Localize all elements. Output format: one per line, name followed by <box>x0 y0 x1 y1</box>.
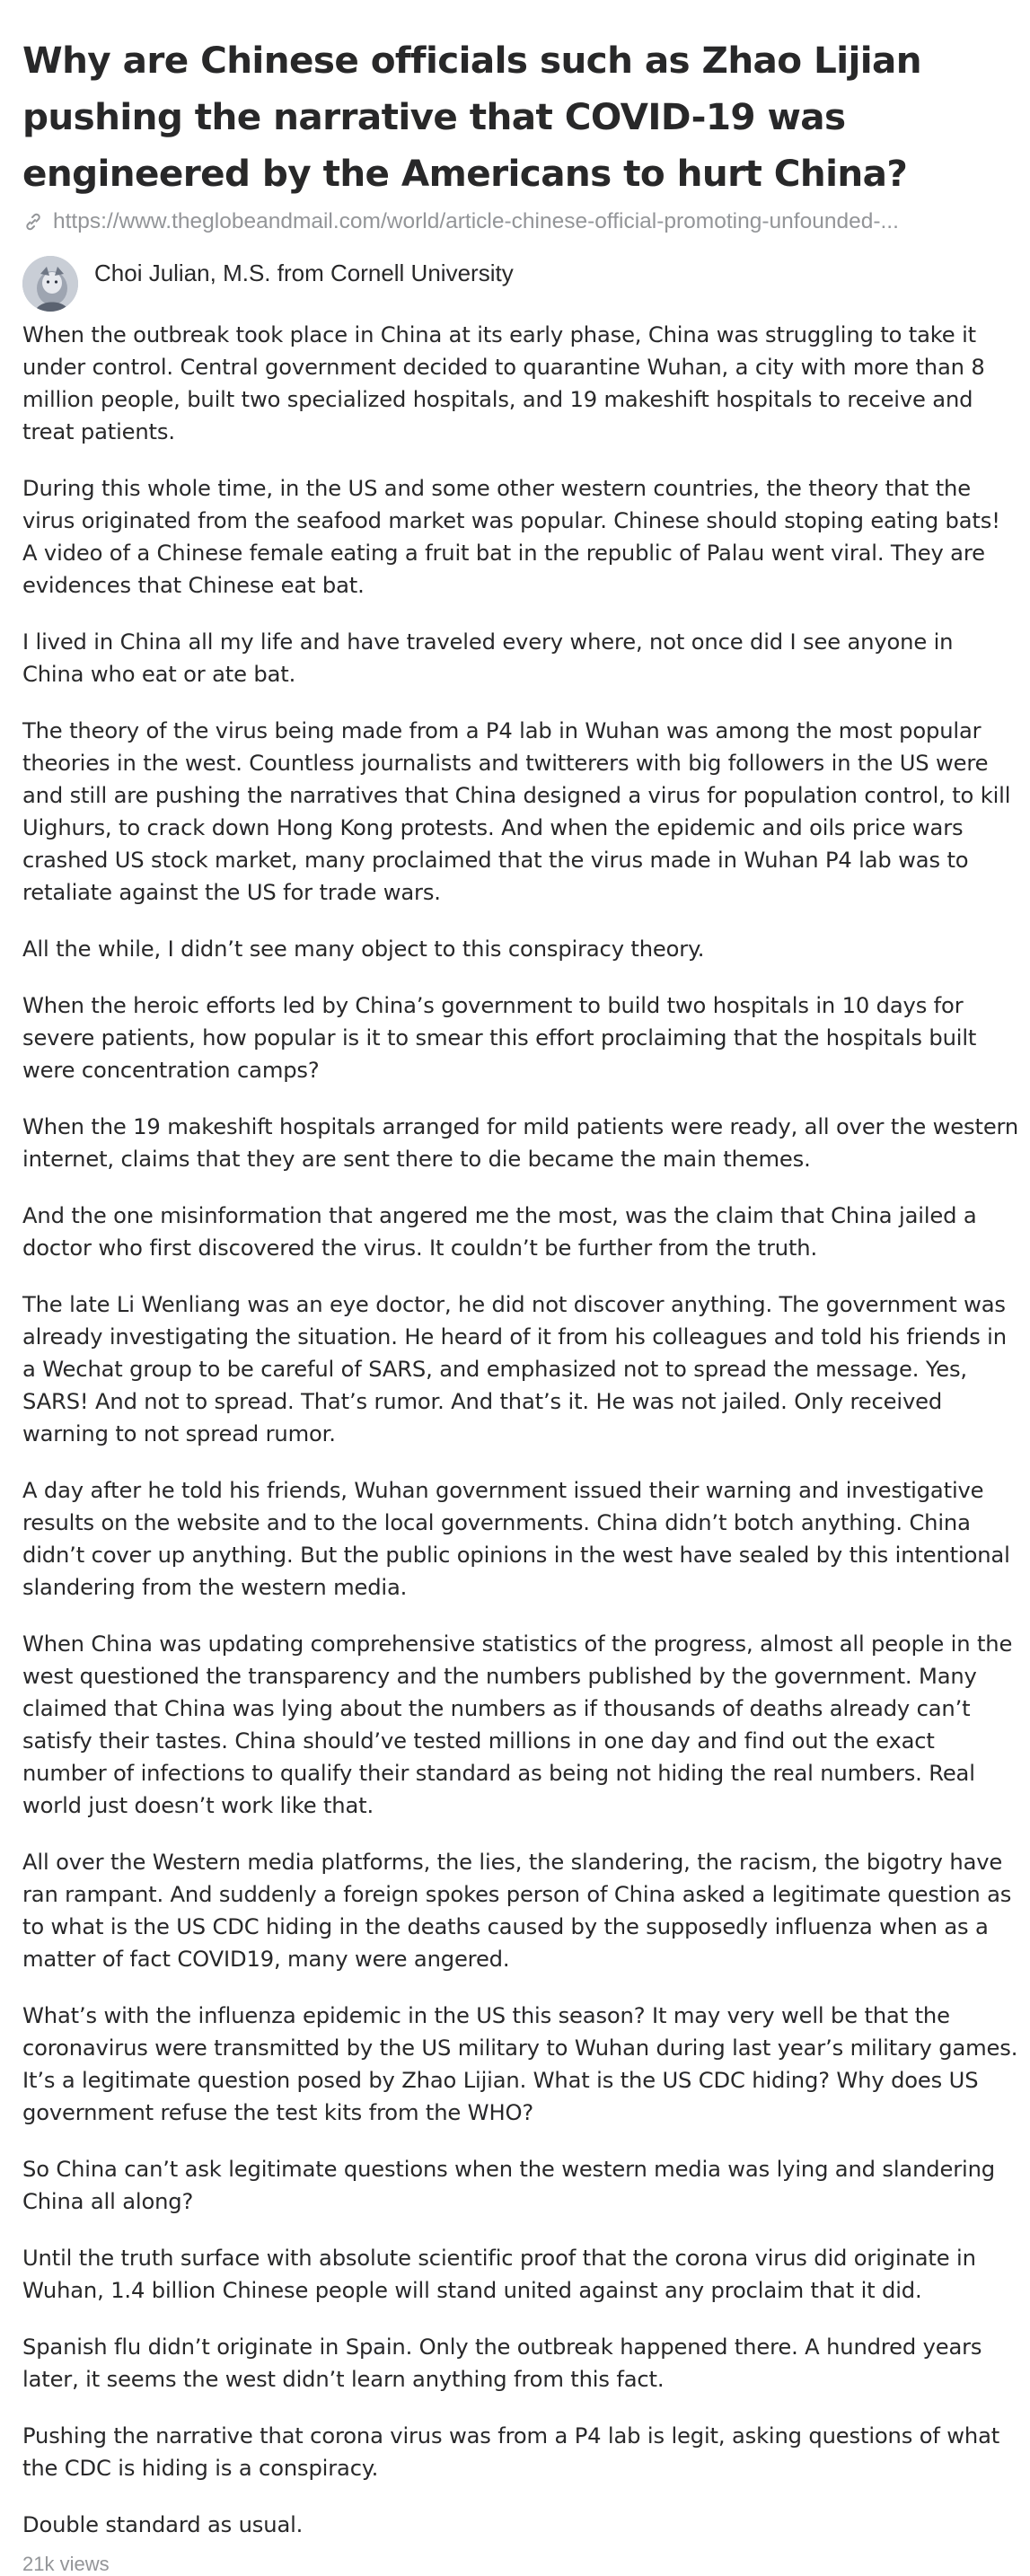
source-url[interactable]: https://www.theglobeandmail.com/world/article-chinese-official-promoting-unfounded-... <box>53 209 899 233</box>
answer-body <box>22 319 1019 2576</box>
author-avatar[interactable] <box>22 256 78 312</box>
answer-paragraph: What’s with the influenza epidemic in the US this season? It may very well be that the coronavirus were transmitted by the US military to Wuhan during last year’s military games. It’s a legitimate question posed by Zhao Lijian. What is the US CDC hiding? Why does US government refuse the test kits from the WHO? <box>22 2003 1018 2125</box>
answer-paragraph: Double standard as usual. <box>22 2512 304 2537</box>
question-title[interactable]: Why are Chinese officials such as Zhao Lijian pushing the narrative that COVID-19 was engineered by the Americans to hurt China? <box>22 39 922 195</box>
answer-paragraph: All the while, I didn’t see many object to this conspiracy theory. <box>22 936 705 962</box>
answer-paragraph: Spanish flu didn’t originate in Spain. Only the outbreak happened there. A hundred years later, it seems the west didn’t learn anything from this fact. <box>22 2334 982 2392</box>
answer-paragraph: When the 19 makeshift hospitals arranged for mild patients were ready, all over the western internet, claims that they are sent there to die became the main themes. <box>22 1114 1019 1172</box>
answer-paragraph: The late Li Wenliang was an eye doctor, he did not discover anything. The government was already investigating the situation. He heard of it from his colleagues and told his friends in a Wechat group to be careful of SARS, and emphasized not to spread the message. Yes, SARS! And not to spread. That’s rumor. And that’s it. He was not jailed. Only received warning to not spread rumor. <box>22 1292 1007 1446</box>
source-link[interactable] <box>22 207 1008 236</box>
author-name[interactable]: Choi Julian, M.S. from Cornell University <box>94 259 514 286</box>
answer-paragraph: I lived in China all my life and have traveled every where, not once did I see anyone in China who eat or ate bat. <box>22 629 954 687</box>
answer-paragraph: When the outbreak took place in China at its early phase, China was struggling to take it under control. Central government decided to quarantine Wuhan, a city with more than 8 million people, built two specialized hospitals, and 19 makeshift hospitals to receive and treat patients. <box>22 322 985 444</box>
answer-paragraph: Until the truth surface with absolute scientific proof that the corona virus did originate in Wuhan, 1.4 billion Chinese people will stand united against any proclaim that it did. <box>22 2246 976 2303</box>
link-icon <box>22 211 44 233</box>
answer-paragraph: All over the Western media platforms, the lies, the slandering, the racism, the bigotry have ran rampant. And suddenly a foreign spokes person of China asked a legitimate question as to what is the US CDC hiding in the deaths caused by the supposedly influenza when as a matter of fact COVID19, many were angered. <box>22 1850 1012 1972</box>
answer-paragraph: When the heroic efforts led by China’s government to build two hospitals in 10 days for severe patients, how popular is it to smear this effort proclaiming that the hospitals built were concentration camps? <box>22 993 977 1083</box>
answer-paragraph: During this whole time, in the US and some other western countries, the theory that the virus originated from the seafood market was popular. Chinese should stoping eating bats! A video of a Chinese female eating a fruit bat in the republic of Palau went viral. They are evidences that Chinese eat bat. <box>22 476 1000 598</box>
answer-paragraph: And the one misinformation that angered me the most, was the claim that China jailed a doctor who first discovered the virus. It couldn’t be further from the truth. <box>22 1203 977 1261</box>
avatar-image <box>22 256 78 312</box>
answer-paragraph: So China can’t ask legitimate questions when the western media was lying and slandering China all along? <box>22 2157 995 2214</box>
answer-paragraph: Pushing the narrative that corona virus was from a P4 lab is legit, asking questions of what the CDC is hiding is a conspiracy. <box>22 2423 1000 2481</box>
answer-paragraph: When China was updating comprehensive statistics of the progress, almost all people in the west questioned the transparency and the numbers published by the government. Many claimed that China was lying about the numbers as if thousands of deaths already can’t satisfy their tastes. China should’ve tested millions in one day and find out the exact number of infections to qualify their standard as being not hiding the real numbers. Real world just doesn’t work like that. <box>22 1631 1013 1818</box>
answer-paragraph: A day after he told his friends, Wuhan government issued their warning and investigative results on the website and to the local governments. China didn’t botch anything. China didn’t cover up anything. But the public opinions in the west have sealed by this intentional slandering from the western media. <box>22 1478 1010 1600</box>
view-count[interactable]: 21k views <box>22 2553 110 2575</box>
answer-paragraph: The theory of the virus being made from a P4 lab in Wuhan was among the most popular theories in the west. Countless journalists and twitterers with big followers in the US were and still are pushing the narratives that China designed a virus for population control, to kill Uighurs, to crack down Hong Kong protests. And when the epidemic and oils price wars crashed US stock market, many proclaimed that the virus made in Wuhan P4 lab was to retaliate against the US for trade wars. <box>22 718 1011 905</box>
answer-author <box>22 256 1008 319</box>
